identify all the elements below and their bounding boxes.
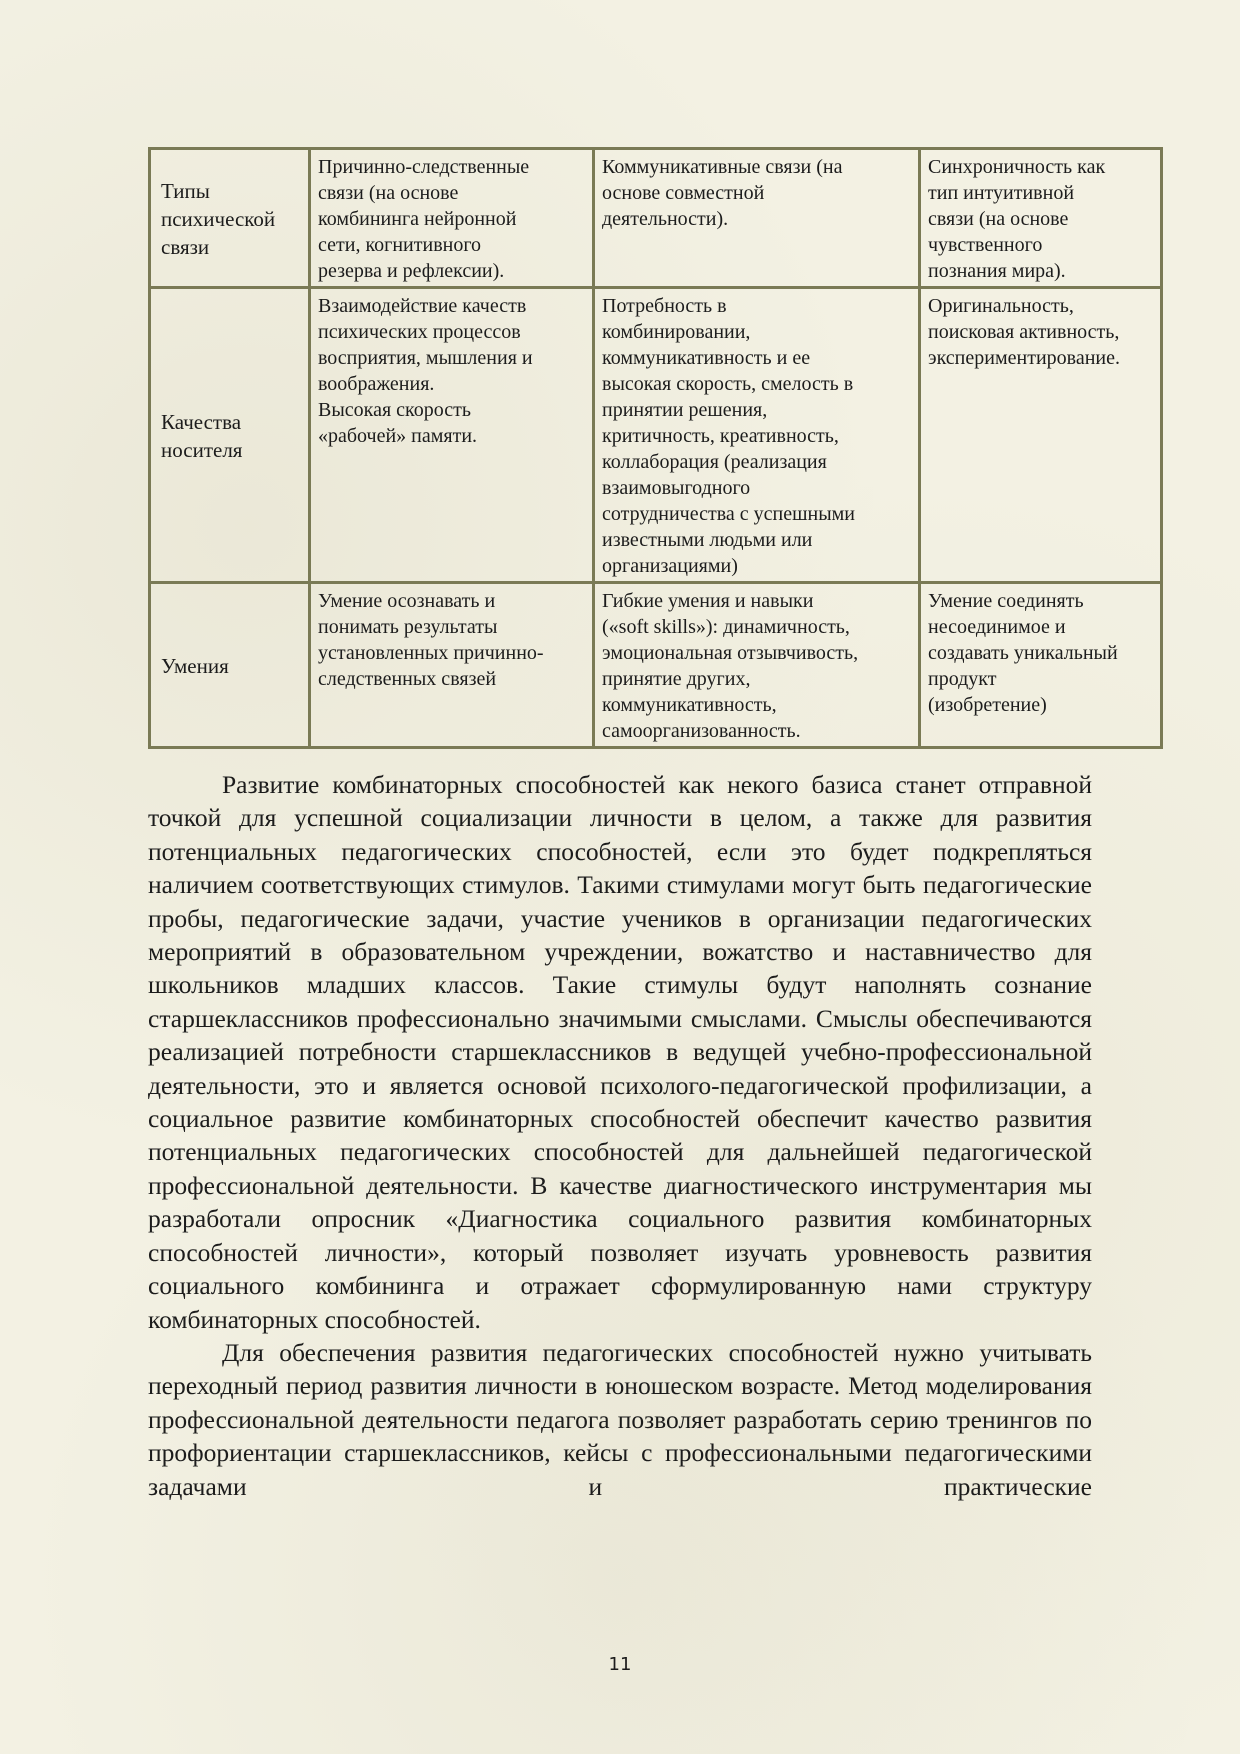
row-label-cell: Умения (150, 583, 310, 748)
paragraph: Развитие комбинаторных способностей как некого базиса станет отправной точкой для успешной социализации личности в целом, а также для развития потенциальных педагогических способностей, если это будет подкрепляться наличием соответствующих стимулов. Такими стимулами могут быть педагогические пробы, педагогические задачи, участие учеников в организации педагогических мероприятий в образовательном учреждении, вожатство и наставничество для школьников младших классов. Такие стимулы будут наполнять сознание старшеклассников профессионально значимыми смыслами. Смыслы обеспечиваются реализацией потребности старшеклассников в ведущей учебно-профессиональной деятельности, это и является основой психолого-педагогической профилизации, а социальное развитие комбинаторных способностей обеспечит качество развития потенциальных педагогических способностей для дальнейшей педагогической профессиональной деятельности. В качестве диагностического инструментария мы разработали опросник «Диагностика социального развития комбинаторных способностей личности», который позволяет изучать уровневость развития социального комбининга и отражает сформулированную нами структуру комбинаторных способностей. (148, 770, 1092, 1334)
table-cell: Умение соединять несоединимое и создавать уникальный продукт (изобретение) (920, 583, 1162, 748)
table-cell: Умение осознавать и понимать результаты установленных причинно- следственных связей (310, 583, 594, 748)
table-cell: Оригинальность, поисковая активность, экспериментирование. (920, 288, 1162, 583)
comparison-table (148, 147, 1163, 749)
table-row (150, 288, 1162, 583)
table-cell: Причинно-следственные связи (на основе комбининга нейронной сети, когнитивного резерва и рефлексии). (310, 149, 594, 288)
paragraph: Для обеспечения развития педагогических способностей нужно учитывать переходный период развития личности в юношеском возрасте. Метод моделирования профессиональной деятельности педагога позволяет разработать серию тренингов по профориентации старшеклассников, кейсы с профессиональными педагогическими задачами и практические (148, 1337, 1092, 1501)
table-row (150, 583, 1162, 748)
row-label-cell: Качества носителя (150, 288, 310, 583)
row-label-cell: Типы психической связи (150, 149, 310, 288)
table-cell: Синхроничность как тип интуитивной связи (на основе чувственного познания мира). (920, 149, 1162, 288)
table-cell: Взаимодействие качеств психических процессов восприятия, мышления и воображения. Высокая скорость «рабочей» памяти. (310, 288, 594, 583)
table-row (150, 149, 1162, 288)
body-text (148, 768, 1092, 1503)
table-cell: Коммуникативные связи (на основе совместной деятельности). (594, 149, 920, 288)
table-cell: Гибкие умения и навыки («soft skills»): динамичность, эмоциональная отзывчивость, принятие других, коммуникативность, самоорганизованность. (594, 583, 920, 748)
comparison-table-container (148, 147, 1160, 749)
page-number: 11 (608, 1654, 632, 1675)
table-cell: Потребность в комбинировании, коммуникативность и ее высокая скорость, смелость в принятии решения, критичность, креативность, коллаборация (реализация взаимовыгодного сотрудничества с успешными известными людьми или организациями) (594, 288, 920, 583)
